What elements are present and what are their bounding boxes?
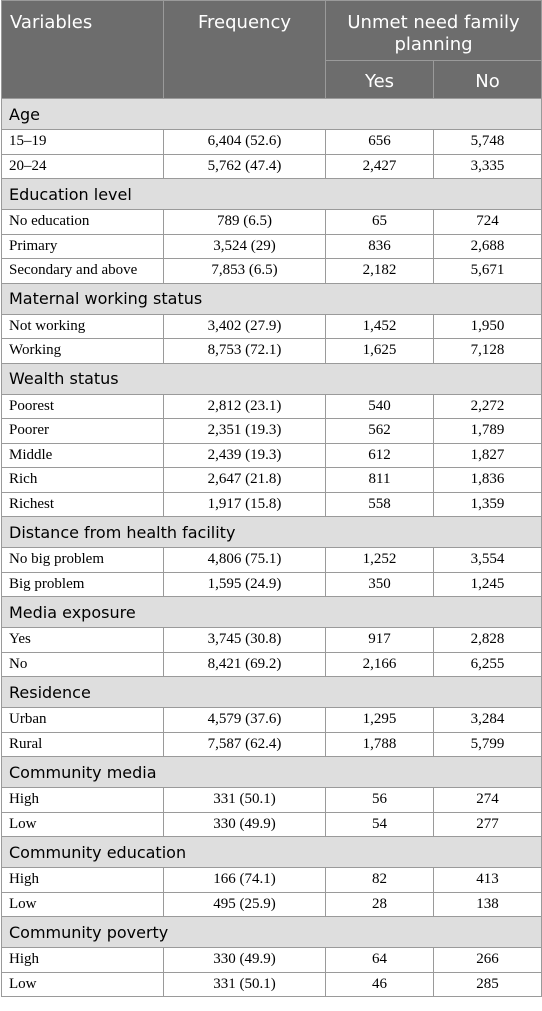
cell-no: 724 <box>434 210 542 235</box>
cell-yes: 82 <box>326 868 434 893</box>
section-title: Age <box>2 99 542 130</box>
table-row <box>2 548 542 573</box>
cell-no: 7,128 <box>434 339 542 364</box>
section-row <box>2 677 542 708</box>
cell-label: Rural <box>2 732 164 757</box>
cell-label: Richest <box>2 492 164 517</box>
cell-frequency: 4,806 (75.1) <box>164 548 326 573</box>
header-variables: Variables <box>2 1 164 99</box>
table-row <box>2 394 542 419</box>
cell-frequency: 330 (49.9) <box>164 812 326 837</box>
cell-yes: 540 <box>326 394 434 419</box>
cell-frequency: 7,853 (6.5) <box>164 259 326 284</box>
section-title: Community media <box>2 757 542 788</box>
cell-no: 138 <box>434 892 542 917</box>
section-title: Maternal working status <box>2 283 542 314</box>
section-row <box>2 757 542 788</box>
cell-frequency: 2,439 (19.3) <box>164 443 326 468</box>
cell-no: 5,799 <box>434 732 542 757</box>
table-row <box>2 259 542 284</box>
table-row <box>2 130 542 155</box>
table-row <box>2 468 542 493</box>
cell-frequency: 5,762 (47.4) <box>164 154 326 179</box>
cell-frequency: 495 (25.9) <box>164 892 326 917</box>
cell-label: Secondary and above <box>2 259 164 284</box>
table-row <box>2 210 542 235</box>
cell-yes: 28 <box>326 892 434 917</box>
section-title: Wealth status <box>2 363 542 394</box>
cell-label: Primary <box>2 234 164 259</box>
cell-yes: 811 <box>326 468 434 493</box>
section-title: Education level <box>2 179 542 210</box>
table-row <box>2 419 542 444</box>
cell-yes: 917 <box>326 628 434 653</box>
cell-frequency: 330 (49.9) <box>164 948 326 973</box>
cell-yes: 1,788 <box>326 732 434 757</box>
cell-yes: 1,295 <box>326 708 434 733</box>
cell-yes: 54 <box>326 812 434 837</box>
cell-yes: 656 <box>326 130 434 155</box>
cell-label: No education <box>2 210 164 235</box>
cell-label: High <box>2 868 164 893</box>
cell-frequency: 4,579 (37.6) <box>164 708 326 733</box>
cell-no: 413 <box>434 868 542 893</box>
cell-no: 3,284 <box>434 708 542 733</box>
section-title: Community poverty <box>2 917 542 948</box>
cell-yes: 350 <box>326 572 434 597</box>
cell-frequency: 3,745 (30.8) <box>164 628 326 653</box>
cell-no: 277 <box>434 812 542 837</box>
cell-label: High <box>2 948 164 973</box>
cell-frequency: 3,402 (27.9) <box>164 314 326 339</box>
cell-no: 1,836 <box>434 468 542 493</box>
cell-label: 15–19 <box>2 130 164 155</box>
cell-label: Urban <box>2 708 164 733</box>
cell-no: 2,828 <box>434 628 542 653</box>
table-header <box>2 1 542 99</box>
cell-frequency: 2,647 (21.8) <box>164 468 326 493</box>
cell-label: Rich <box>2 468 164 493</box>
section-title: Media exposure <box>2 597 542 628</box>
table-row <box>2 948 542 973</box>
cell-no: 1,827 <box>434 443 542 468</box>
section-row <box>2 517 542 548</box>
cell-label: Working <box>2 339 164 364</box>
table-row <box>2 732 542 757</box>
cell-yes: 2,182 <box>326 259 434 284</box>
cell-no: 1,789 <box>434 419 542 444</box>
cell-yes: 562 <box>326 419 434 444</box>
cell-frequency: 331 (50.1) <box>164 788 326 813</box>
cell-frequency: 789 (6.5) <box>164 210 326 235</box>
table-row <box>2 314 542 339</box>
header-unmet-need: Unmet need family planning <box>326 1 542 61</box>
table-row <box>2 892 542 917</box>
cell-no: 5,748 <box>434 130 542 155</box>
table-row <box>2 868 542 893</box>
header-yes: Yes <box>326 61 434 99</box>
cell-no: 1,245 <box>434 572 542 597</box>
table-row <box>2 628 542 653</box>
cell-label: Poorer <box>2 419 164 444</box>
cell-label: No big problem <box>2 548 164 573</box>
cell-no: 3,335 <box>434 154 542 179</box>
section-row <box>2 597 542 628</box>
cell-label: Not working <box>2 314 164 339</box>
header-no: No <box>434 61 542 99</box>
table-row <box>2 443 542 468</box>
cell-no: 6,255 <box>434 652 542 677</box>
cell-no: 2,272 <box>434 394 542 419</box>
section-title: Residence <box>2 677 542 708</box>
cell-label: Low <box>2 812 164 837</box>
section-row <box>2 363 542 394</box>
cell-no: 3,554 <box>434 548 542 573</box>
cell-frequency: 8,421 (69.2) <box>164 652 326 677</box>
table-row <box>2 339 542 364</box>
table-row <box>2 708 542 733</box>
section-row <box>2 179 542 210</box>
table-row <box>2 972 542 997</box>
cell-yes: 1,252 <box>326 548 434 573</box>
cell-no: 5,671 <box>434 259 542 284</box>
table-row <box>2 154 542 179</box>
section-title: Community education <box>2 837 542 868</box>
cell-frequency: 1,595 (24.9) <box>164 572 326 597</box>
cell-yes: 56 <box>326 788 434 813</box>
cell-frequency: 2,351 (19.3) <box>164 419 326 444</box>
table-row <box>2 492 542 517</box>
cell-label: Poorest <box>2 394 164 419</box>
header-frequency: Frequency <box>164 1 326 99</box>
table-body <box>2 99 542 997</box>
table-row <box>2 652 542 677</box>
cell-no: 285 <box>434 972 542 997</box>
cell-yes: 1,625 <box>326 339 434 364</box>
cell-label: Low <box>2 972 164 997</box>
cell-label: No <box>2 652 164 677</box>
table-row <box>2 788 542 813</box>
cell-frequency: 331 (50.1) <box>164 972 326 997</box>
table-row <box>2 572 542 597</box>
data-table <box>1 0 542 997</box>
cell-frequency: 3,524 (29) <box>164 234 326 259</box>
cell-label: 20–24 <box>2 154 164 179</box>
cell-label: Low <box>2 892 164 917</box>
cell-frequency: 7,587 (62.4) <box>164 732 326 757</box>
cell-yes: 558 <box>326 492 434 517</box>
cell-frequency: 8,753 (72.1) <box>164 339 326 364</box>
cell-no: 274 <box>434 788 542 813</box>
cell-yes: 1,452 <box>326 314 434 339</box>
cell-yes: 612 <box>326 443 434 468</box>
cell-frequency: 166 (74.1) <box>164 868 326 893</box>
cell-yes: 2,166 <box>326 652 434 677</box>
cell-label: High <box>2 788 164 813</box>
cell-yes: 836 <box>326 234 434 259</box>
section-row <box>2 837 542 868</box>
cell-frequency: 1,917 (15.8) <box>164 492 326 517</box>
section-row <box>2 99 542 130</box>
cell-no: 266 <box>434 948 542 973</box>
section-row <box>2 917 542 948</box>
cell-frequency: 2,812 (23.1) <box>164 394 326 419</box>
cell-label: Big problem <box>2 572 164 597</box>
table-row <box>2 234 542 259</box>
cell-no: 1,359 <box>434 492 542 517</box>
cell-label: Middle <box>2 443 164 468</box>
section-row <box>2 283 542 314</box>
cell-frequency: 6,404 (52.6) <box>164 130 326 155</box>
cell-no: 1,950 <box>434 314 542 339</box>
cell-yes: 2,427 <box>326 154 434 179</box>
cell-no: 2,688 <box>434 234 542 259</box>
cell-label: Yes <box>2 628 164 653</box>
cell-yes: 64 <box>326 948 434 973</box>
cell-yes: 65 <box>326 210 434 235</box>
cell-yes: 46 <box>326 972 434 997</box>
section-title: Distance from health facility <box>2 517 542 548</box>
table-row <box>2 812 542 837</box>
